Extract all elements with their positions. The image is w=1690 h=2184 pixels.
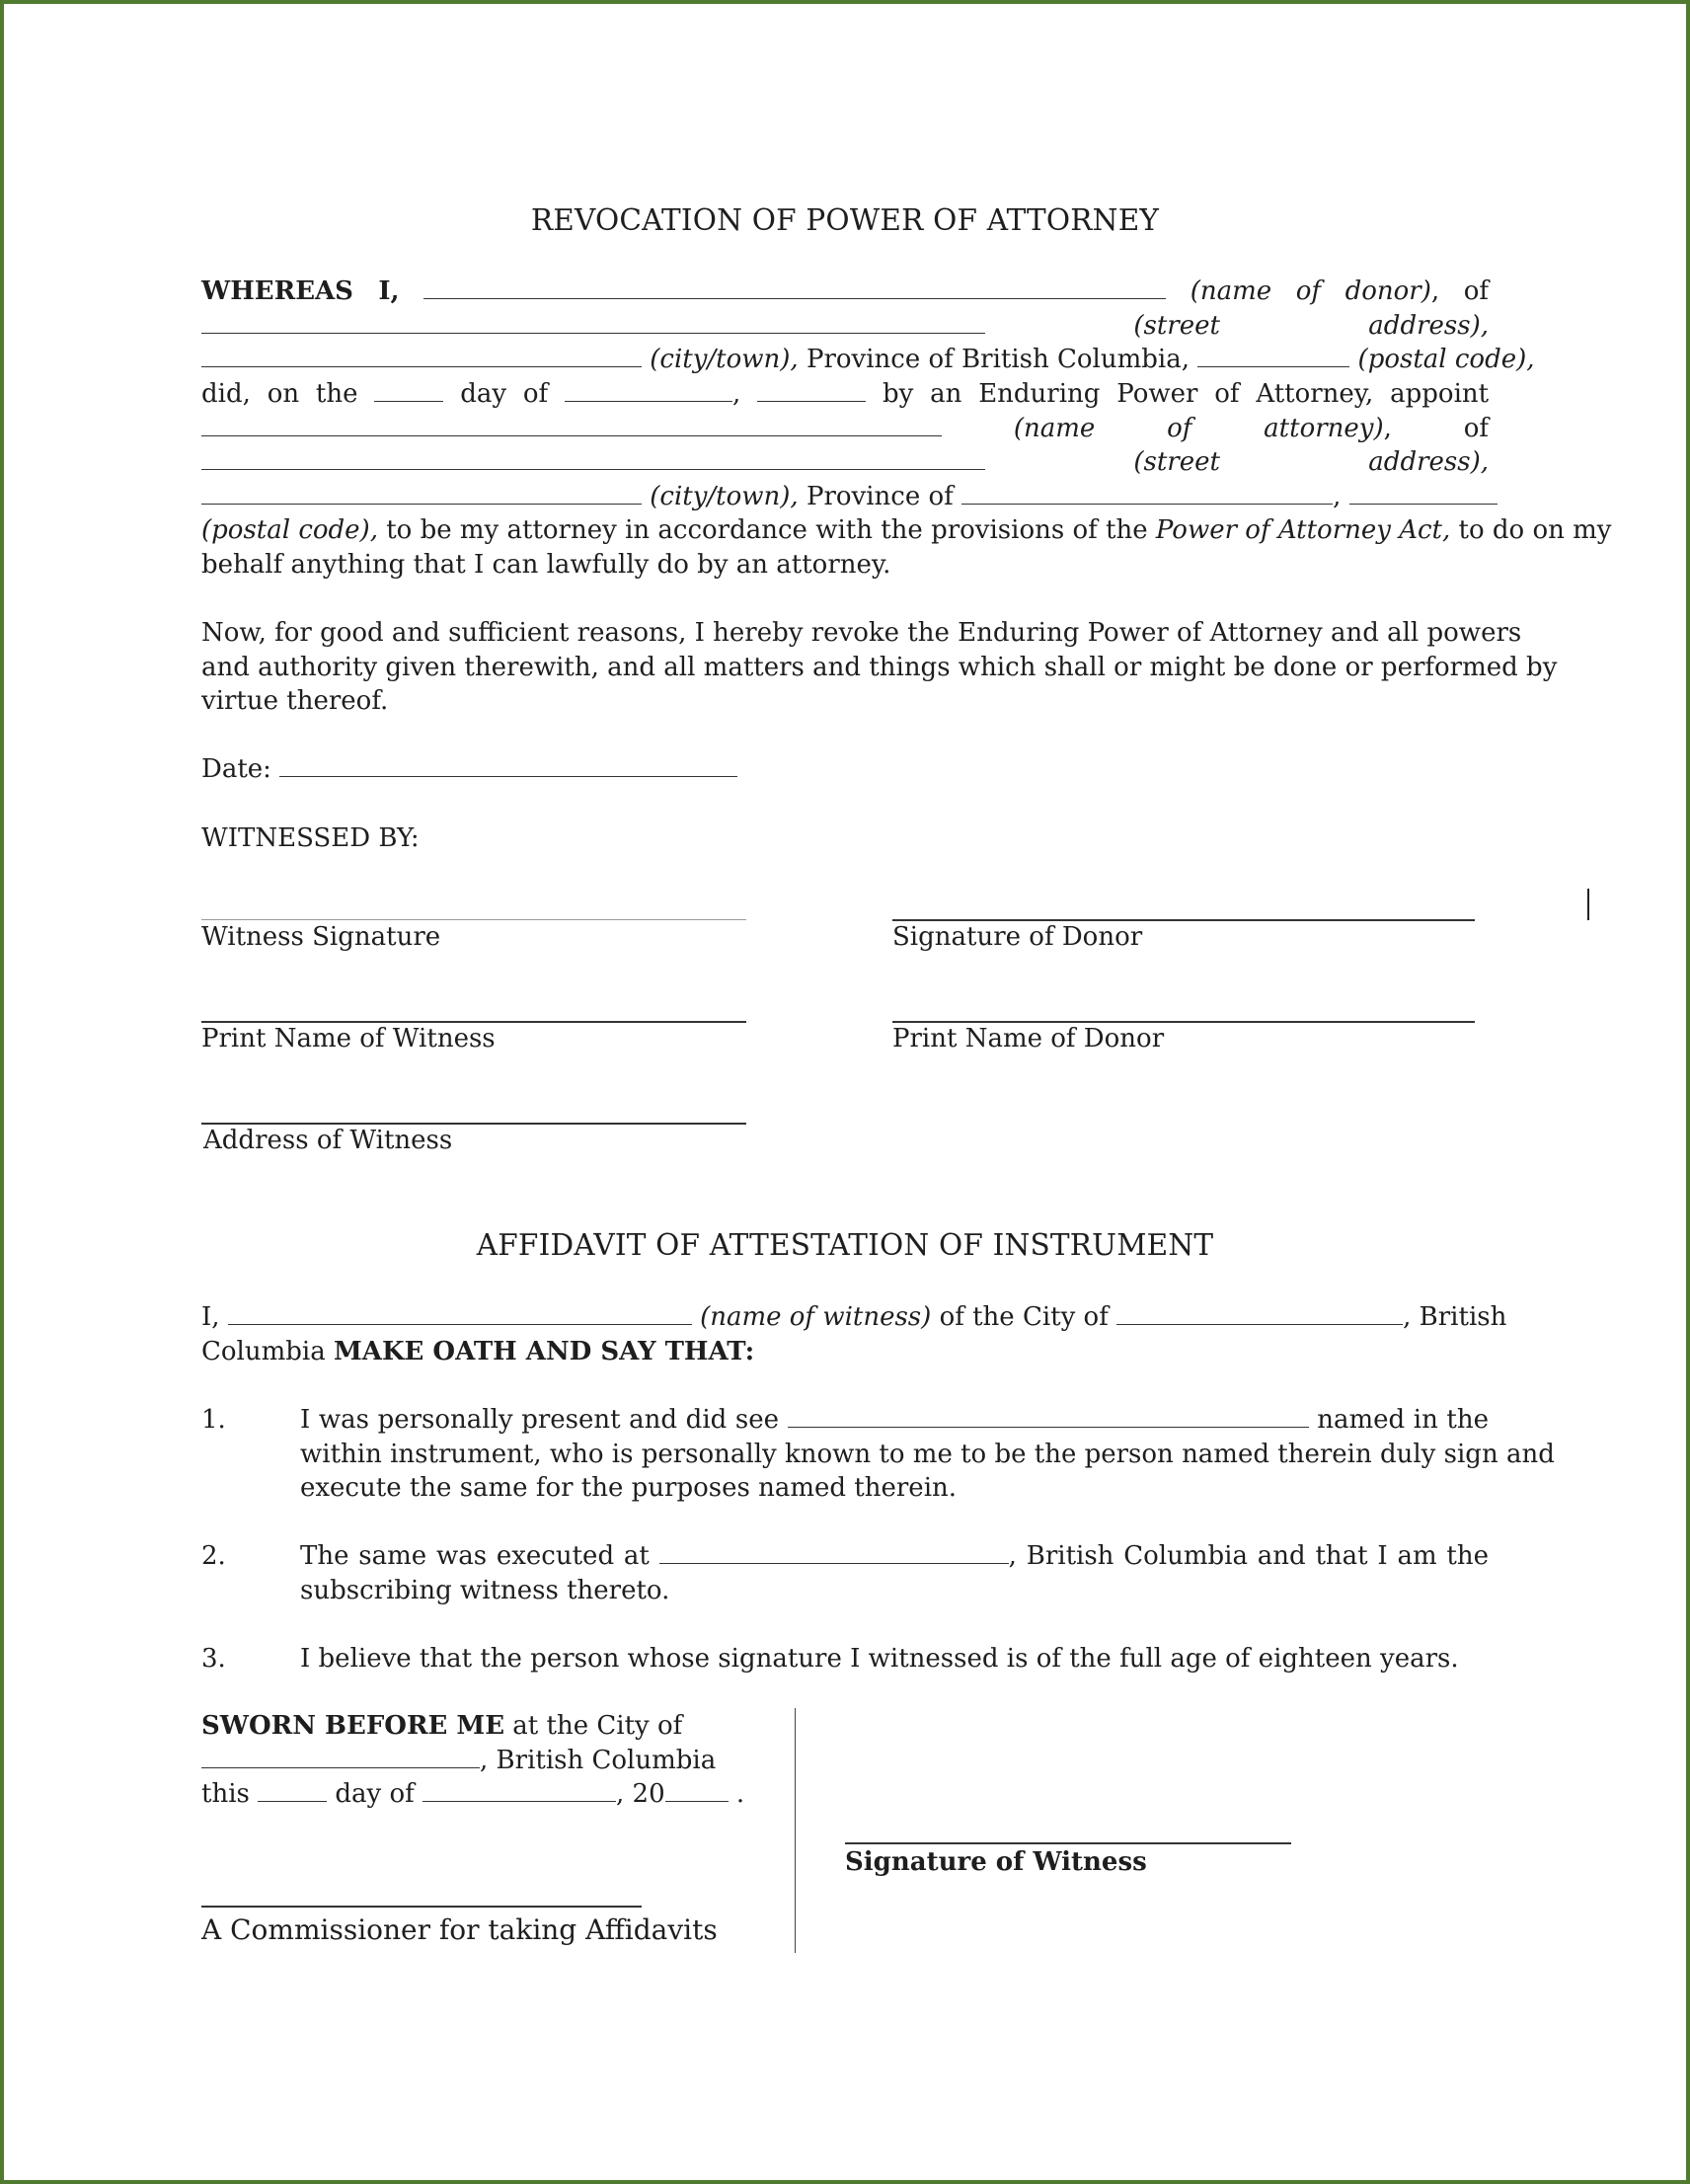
postal-code-label: (postal code), — [1357, 345, 1535, 374]
behalf-line: behalf anything that I can lawfully do by an attorney. — [201, 550, 891, 580]
witness-final-signature-line[interactable] — [845, 1842, 1291, 1844]
of-label: , of — [1430, 276, 1489, 306]
postal-code-blank[interactable] — [1197, 343, 1349, 367]
street-line-2 — [201, 445, 1489, 480]
city-town-label: (city/town), — [650, 345, 799, 374]
month-blank[interactable] — [565, 377, 732, 402]
sworn-bc-label: , British Columbia — [480, 1746, 717, 1775]
province-bc-label: Province of British Columbia, — [806, 345, 1191, 374]
sworn-month-blank[interactable] — [422, 1777, 616, 1802]
act-name: Power of Attorney Act, — [1155, 515, 1451, 545]
to-be-label: to be my attorney in accordance with the provisions of the — [386, 515, 1148, 545]
witness-name-blank[interactable] — [228, 1300, 692, 1325]
sworn-day-of-label: day of — [335, 1779, 415, 1809]
appoint-line: did, on the day of , by an Enduring Power of Attorney, appoint — [201, 379, 1490, 409]
sworn-city-blank[interactable] — [201, 1744, 480, 1768]
city-of-label: of the City of — [939, 1302, 1109, 1332]
commissioner-signature-line[interactable] — [201, 1906, 642, 1908]
whereas-label: WHEREAS I, — [201, 276, 400, 306]
affidavit-title: AFFIDAVIT OF ATTESTATION OF INSTRUMENT — [476, 1228, 1214, 1262]
province-of-label: Province of — [806, 482, 954, 511]
date-label: Date: — [201, 754, 271, 784]
item-1-number: 1. — [201, 1405, 226, 1435]
sworn-line-1 — [201, 1709, 754, 1744]
name-of-witness-label: (name of witness) — [700, 1302, 932, 1332]
city-town-label-2: (city/town), — [650, 482, 799, 511]
witness-address-label: Address of Witness — [203, 1126, 453, 1155]
this-label: this — [201, 1779, 250, 1809]
text-cursor — [1587, 889, 1589, 920]
sworn-line-3 — [201, 1777, 754, 1812]
attorney-line — [201, 412, 1489, 446]
to-do-label: to do on my — [1458, 515, 1612, 545]
name-of-donor-label: (name of donor) — [1190, 276, 1431, 306]
sworn-divider — [795, 1708, 796, 1953]
date-blank[interactable] — [279, 752, 737, 777]
witness-print-name-label: Print Name of Witness — [201, 1024, 496, 1053]
witness-signature-label: Witness Signature — [201, 922, 441, 952]
make-oath-line — [201, 1335, 1489, 1369]
person-seen-blank[interactable] — [788, 1403, 1309, 1428]
attorney-name-blank[interactable] — [201, 412, 942, 436]
revoke-line-2: and authority given therewith, and all matters and things which shall or might be done or performed by — [201, 653, 1558, 682]
donor-name-blank[interactable] — [423, 274, 1166, 299]
by-epa-label: by an Enduring Power of Attorney, appoint — [882, 379, 1490, 409]
item-2-number: 2. — [201, 1541, 226, 1571]
document-title: REVOCATION OF POWER OF ATTORNEY — [530, 203, 1160, 237]
witnessed-by-label: WITNESSED BY: — [201, 823, 420, 853]
affidavit-witness-line — [201, 1300, 1507, 1335]
year-blank[interactable] — [757, 377, 866, 402]
city-line — [201, 343, 1535, 377]
donor-signature-label: Signature of Donor — [892, 922, 1143, 952]
item-1-line-3: execute the same for the purposes named therein. — [300, 1473, 958, 1503]
did-on-the-label: did, on the — [201, 379, 358, 409]
item-1-text-a: I was personally present and did see — [300, 1405, 780, 1435]
city-town-blank[interactable] — [201, 343, 642, 367]
year-prefix-label: , 20 — [616, 1779, 665, 1809]
british-label: , British — [1403, 1302, 1507, 1332]
item-2-line-2: subscribing witness thereto. — [300, 1576, 670, 1605]
sworn-line-2 — [201, 1744, 754, 1778]
sworn-year-blank[interactable] — [665, 1777, 729, 1802]
day-of-label: day of — [460, 379, 549, 409]
columbia-label: Columbia — [201, 1337, 326, 1366]
day-blank[interactable] — [374, 377, 443, 402]
witness-city-blank[interactable] — [1116, 1300, 1403, 1325]
street-address-label: (street address), — [1133, 311, 1489, 341]
postal-code-blank-2[interactable] — [1349, 480, 1498, 505]
make-oath-label: MAKE OATH AND SAY THAT: — [334, 1337, 755, 1366]
of-label-2: , of — [1383, 414, 1489, 443]
signature-of-witness-label: Signature of Witness — [845, 1847, 1147, 1877]
city-line-2: (city/town), Province of , — [201, 480, 1489, 514]
sworn-day-blank[interactable] — [258, 1777, 327, 1802]
street-address-blank[interactable] — [201, 309, 985, 334]
item-3-line-1: I believe that the person whose signature I witnessed is of the full age of eighteen years. — [300, 1644, 1459, 1674]
at-city-label: at the City of — [512, 1711, 683, 1741]
item-3-number: 3. — [201, 1644, 226, 1674]
street-line — [201, 309, 1489, 344]
item-2-text-b: , British Columbia and that I am the — [1008, 1541, 1489, 1571]
item-1-text-b: named in the — [1317, 1405, 1490, 1435]
street-address-label-2: (street address), — [1133, 447, 1489, 477]
name-of-attorney-label: (name of attorney) — [1013, 414, 1384, 443]
province-blank[interactable] — [961, 480, 1333, 505]
sworn-period: . — [735, 1779, 745, 1809]
donor-print-name-label: Print Name of Donor — [892, 1024, 1165, 1053]
affidavit-i-label: I, — [201, 1302, 220, 1332]
provisions-line — [201, 513, 1612, 548]
item-1-line-2: within instrument, who is personally known to me to be the person named therein duly sign and — [300, 1440, 1555, 1469]
street-address-blank-2[interactable] — [201, 445, 985, 470]
revoke-line-3: virtue thereof. — [201, 686, 389, 716]
commissioner-label: A Commissioner for taking Affidavits — [201, 1913, 718, 1946]
item-2-text-a: The same was executed at — [300, 1541, 650, 1571]
sworn-before-label: SWORN BEFORE ME — [201, 1711, 505, 1741]
item-2-line-1 — [300, 1539, 1489, 1574]
date-row — [201, 752, 1489, 787]
whereas-line — [201, 274, 1489, 309]
executed-at-blank[interactable] — [659, 1539, 1009, 1564]
item-1-line-1 — [300, 1403, 1489, 1438]
city-town-blank-2[interactable] — [201, 480, 642, 505]
postal-code-label-2: (postal code), — [201, 515, 378, 545]
revoke-line-1: Now, for good and sufficient reasons, I hereby revoke the Enduring Power of Attorney and all powers — [201, 618, 1522, 648]
